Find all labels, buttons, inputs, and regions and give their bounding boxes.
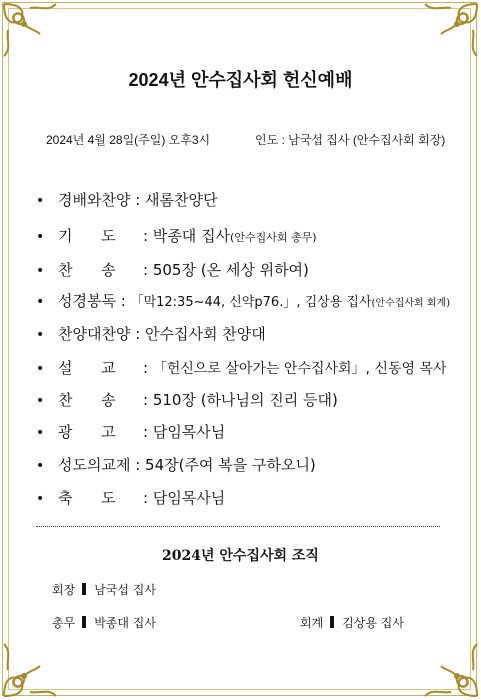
program-item: • 기 도 : 박종대 집사(안수집사회 총무) <box>36 225 317 247</box>
bullet-icon: • <box>36 458 45 474</box>
org-treasurer <box>300 614 404 631</box>
program-value: 박종대 집사 <box>152 227 231 245</box>
program-note: (안수집사회 총무) <box>230 231 317 244</box>
program-value: 54장(주여 복을 구하오니) <box>145 456 316 474</box>
program-item: • 경배와찬양 : 새롬찬양단 <box>36 189 218 211</box>
org-role: 회계 <box>300 616 324 630</box>
program-value: 안수집사회 찬양대 <box>145 325 266 343</box>
program-item: • 찬 송 : 505장 (온 세상 위하여) <box>36 259 309 281</box>
corner-ornament-icon <box>0 0 60 60</box>
program-label: 축 도 <box>58 489 116 507</box>
program-label: 광 고 <box>58 423 116 441</box>
program-value: 「헌신으로 살아가는 안수집사회」, 신동영 목사 <box>152 361 447 377</box>
program-label: 찬 송 <box>58 391 116 409</box>
bar-icon <box>82 616 86 628</box>
program-label: 찬양대찬양 <box>58 325 131 343</box>
program-value: 「막12:35~44, 신약p76.」, 김상용 집사 <box>130 295 372 310</box>
org-president <box>52 581 156 598</box>
org-secretary <box>52 614 156 631</box>
bullet-icon: • <box>36 193 45 209</box>
program-value: 510장 (하나님의 진리 등대) <box>152 391 338 409</box>
corner-ornament-icon <box>0 640 60 700</box>
org-role: 회장 <box>52 583 76 597</box>
program-value: 담임목사님 <box>152 423 226 441</box>
divider <box>36 526 440 527</box>
bullet-icon: • <box>36 491 45 507</box>
bullet-icon: • <box>36 327 45 343</box>
program-value: 새롬찬양단 <box>145 191 218 209</box>
program-label: 설 교 <box>58 359 116 377</box>
corner-ornament-icon <box>421 0 481 60</box>
bullet-icon: • <box>36 263 45 279</box>
program-label: 성도의교제 <box>58 456 131 474</box>
service-leader: 인도 : 남국섭 집사 (안수집사회 회장) <box>255 133 446 147</box>
program-item: • 성도의교제 : 54장(주여 복을 구하오니) <box>36 454 316 476</box>
corner-ornament-icon <box>421 640 481 700</box>
page-title: 2024년 안수집사회 헌신예배 <box>128 70 353 90</box>
bullet-icon: • <box>36 229 45 245</box>
org-title: 2024년 안수집사회 조직 <box>162 548 319 564</box>
program-item: • 성경봉독 : 「막12:35~44, 신약p76.」, 김상용 집사(안수집사회 회계) <box>36 290 450 312</box>
bullet-icon: • <box>36 361 45 377</box>
program-value: 505장 (온 세상 위하여) <box>152 261 309 279</box>
program-note: (안수집사회 회계) <box>371 298 451 309</box>
program-item: • 찬 송 : 510장 (하나님의 진리 등대) <box>36 389 338 411</box>
service-date: 2024년 4월 28일(주일) 오후3시 <box>46 133 211 147</box>
bullet-icon: • <box>36 393 45 409</box>
org-name: 남국섭 집사 <box>94 583 156 597</box>
program-value: 담임목사님 <box>152 489 226 507</box>
program-item: • 축 도 : 담임목사님 <box>36 487 225 509</box>
org-name: 김상용 집사 <box>342 616 404 630</box>
program-label: 성경봉독 <box>58 292 116 310</box>
org-name: 박종대 집사 <box>94 616 156 630</box>
program-item: • 찬양대찬양 : 안수집사회 찬양대 <box>36 323 266 345</box>
program-label: 경배와찬양 <box>58 191 131 209</box>
program-item: • 설 교 : 「헌신으로 살아가는 안수집사회」, 신동영 목사 <box>36 357 447 379</box>
bullet-icon: • <box>36 294 45 310</box>
program-label: 기 도 <box>58 227 116 245</box>
bullet-icon: • <box>36 425 45 441</box>
bar-icon <box>330 616 334 628</box>
org-role: 총무 <box>52 616 76 630</box>
program-label: 찬 송 <box>58 261 116 279</box>
bar-icon <box>82 583 86 595</box>
program-item: • 광 고 : 담임목사님 <box>36 421 225 443</box>
